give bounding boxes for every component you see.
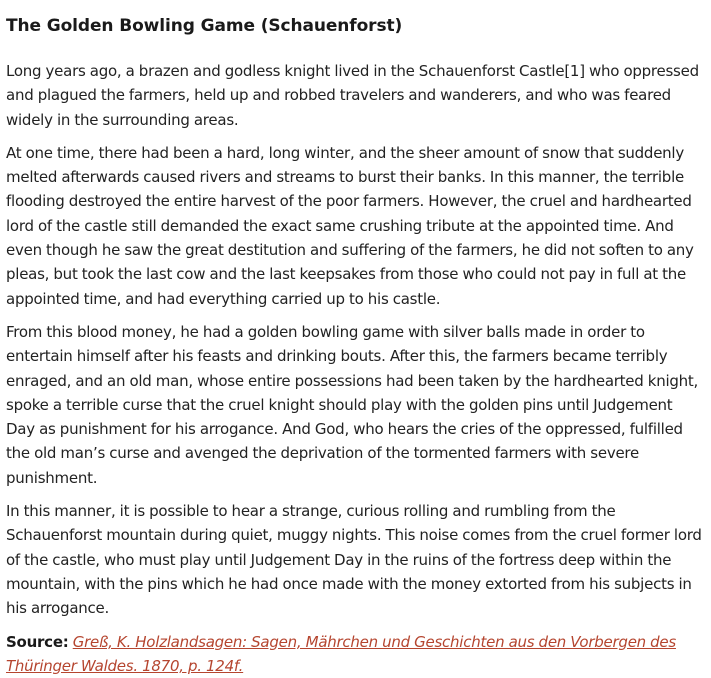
paragraph-4: In this manner, it is possible to hear a strange, curious rolling and rumbling from the Schauenforst mountain during quiet, muggy nights. This noise comes from the cruel former lord of the castle, who must play until Judgement Day in the ruins of the fortress deep within the mountain, with the pins which he had once made with the money extorted from his subjects in his arrogance. <box>6 502 702 618</box>
paragraph-1: Long years ago, a brazen and godless knight lived in the Schauenforst Castle[1] who oppressed and plagued the farmers, held up and robbed travelers and wanderers, and who was feared widely in the surrounding areas. <box>6 62 699 129</box>
paragraph-3: From this blood money, he had a golden bowling game with silver balls made in order to entertain himself after his feasts and drinking bouts. After this, the farmers became terribly enraged, and an old man, whose entire possessions had been taken by the hardhearted knight, spoke a terrible curse that the cruel knight should play with the golden pins until Judgement Day as punishment for his arrogance. And God, who hears the cries of the oppressed, fulfilled the old man’s curse and avenged the deprivation of the tormented farmers with severe punishment. <box>6 322 699 487</box>
source-link[interactable]: Greß, K. Holzlandsagen: Sagen, Mährchen und Geschichten aus den Vorbergen des Thüringer Waldes. 1870, p. 124f. <box>6 632 676 675</box>
article-title: The Golden Bowling Game (Schauenforst) <box>6 16 403 36</box>
paragraph-2: At one time, there had been a hard, long winter, and the sheer amount of snow that suddenly melted afterwards caused rivers and streams to burst their banks. In this manner, the terrible flooding destroyed the entire harvest of the poor farmers. However, the cruel and hardhearted lord of the castle still demanded the exact same crushing tribute at the appointed time. And even though he saw the great destitution and suffering of the farmers, he did not soften to any pleas, but took the last cow and the last keepsakes from those who could not pay in full at the appointed time, and had everything carried up to his castle. <box>6 143 694 308</box>
source-citation <box>6 630 703 678</box>
source-label: Source: <box>6 632 69 651</box>
